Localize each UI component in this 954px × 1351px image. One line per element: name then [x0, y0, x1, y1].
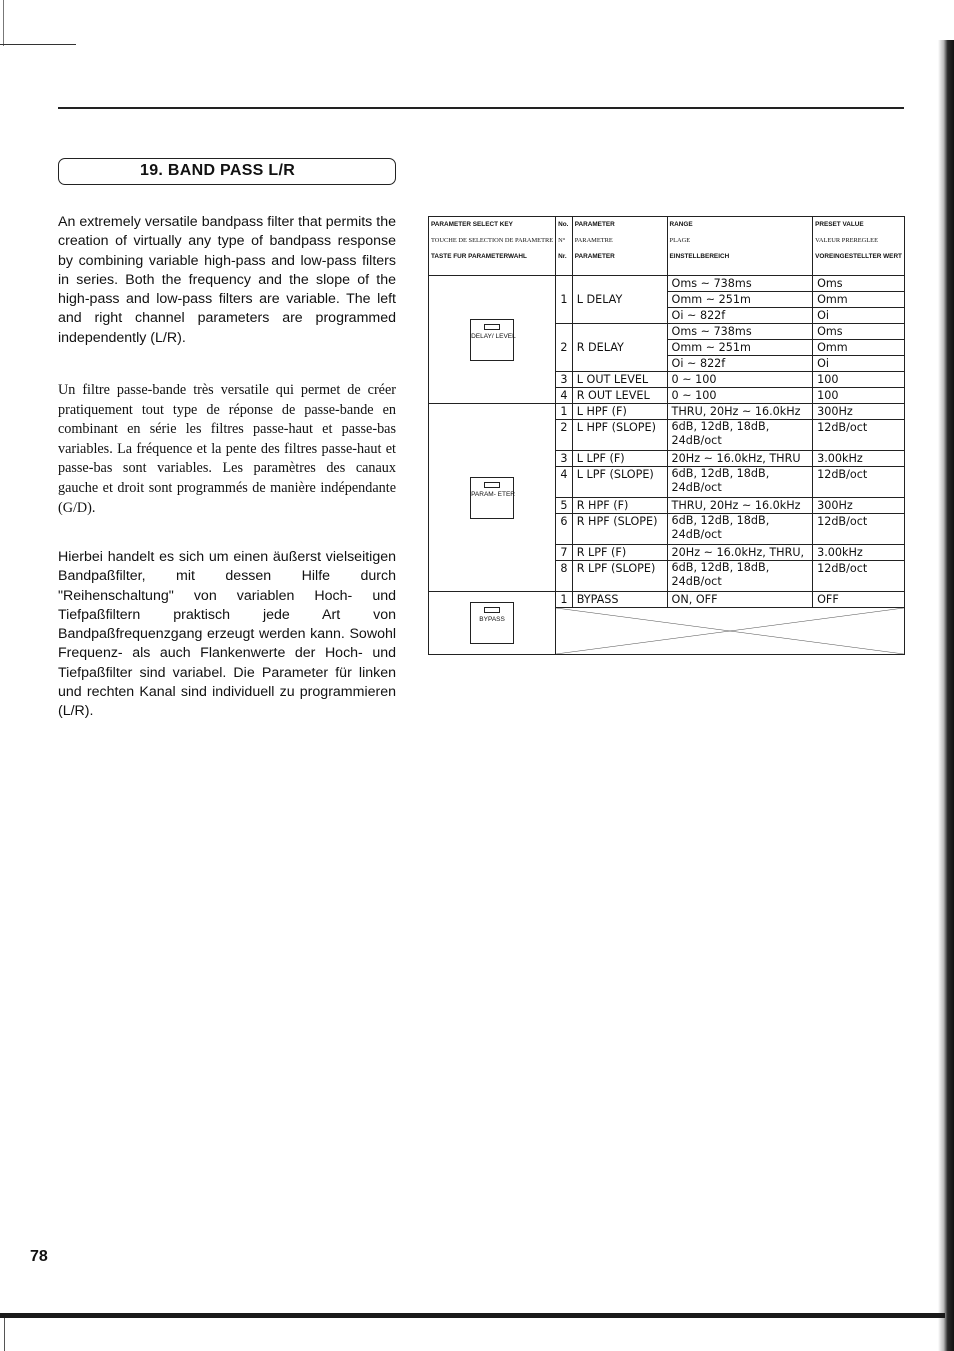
parameter-name: L HPF (F): [572, 404, 667, 420]
header-preset-de: VOREINGESTELLTER WERT: [815, 253, 902, 260]
range-value: 20Hz ~ 16.0kHz, THRU: [667, 451, 813, 467]
parameter-name: R HPF (SLOPE): [572, 514, 667, 545]
parameter-key-label: PARAM- ETER: [471, 490, 516, 498]
header-key-fr: TOUCHE DE SELECTION DE PARAMETRE: [431, 237, 554, 244]
bypass-key-label: BYPASS: [479, 616, 505, 623]
parameter-name: R DELAY: [572, 324, 667, 372]
row-number: 6: [556, 514, 573, 545]
header-preset-fr: VALEUR PREREGLEE: [815, 237, 878, 244]
header-no-de: Nr.: [558, 253, 567, 260]
row-number: 3: [556, 451, 573, 467]
row-number: 2: [556, 324, 573, 372]
range-value: 6dB, 12dB, 18dB, 24dB/oct: [667, 514, 813, 545]
corner-mark-vertical: [3, 0, 4, 46]
preset-value: 3.00kHz: [813, 545, 905, 561]
preset-value: Omm: [813, 340, 905, 356]
range-value: 0 ~ 100: [667, 372, 813, 388]
key-cell-parameter: [429, 404, 556, 592]
range-value: Oi ~ 822f: [667, 356, 813, 372]
parameter-name: L HPF (SLOPE): [572, 420, 667, 451]
header-key-en: PARAMETER SELECT KEY: [431, 221, 513, 228]
parameter-name: R OUT LEVEL: [572, 388, 667, 404]
header-preset: [813, 217, 905, 276]
row-number: 4: [556, 388, 573, 404]
key-cell-bypass: [429, 592, 556, 655]
range-value: 6dB, 12dB, 18dB, 24dB/oct: [667, 561, 813, 592]
parameter-name: L DELAY: [572, 276, 667, 324]
range-value: Omm ~ 251m: [667, 292, 813, 308]
row-number: 1: [556, 404, 573, 420]
corner-mark-horizontal: [0, 44, 76, 45]
header-range-en: RANGE: [669, 221, 693, 228]
range-value: Omm ~ 251m: [667, 340, 813, 356]
corner-mark-bottom: [4, 1318, 5, 1351]
delay-level-key-label: DELAY/ LEVEL: [471, 332, 516, 340]
parameter-table: [428, 216, 905, 655]
page-edge-shadow: [938, 40, 954, 1351]
header-parameter-fr: PARAMETRE: [574, 237, 613, 244]
parameter-name: BYPASS: [572, 592, 667, 608]
row-number: 1: [556, 276, 573, 324]
preset-value: 300Hz: [813, 404, 905, 420]
table-header-row: [429, 217, 905, 276]
parameter-name: L LPF (F): [572, 451, 667, 467]
preset-value: Oi: [813, 308, 905, 324]
header-no-en: No.: [558, 221, 569, 228]
range-value: 6dB, 12dB, 18dB, 24dB/oct: [667, 467, 813, 498]
parameter-name: R LPF (SLOPE): [572, 561, 667, 592]
footer-rule: [0, 1313, 945, 1318]
row-number: 8: [556, 561, 573, 592]
header-range-fr: PLAGE: [669, 237, 691, 244]
range-value: ON, OFF: [667, 592, 813, 608]
strike-through-lines: [556, 608, 904, 654]
table-row: [429, 276, 905, 292]
unused-cell: [556, 608, 905, 655]
header-parameter-en: PARAMETER: [574, 221, 615, 228]
preset-value: 300Hz: [813, 498, 905, 514]
header-no-fr: N°: [558, 237, 566, 244]
row-number: 7: [556, 545, 573, 561]
header-parameter-de: PARAMETER: [574, 253, 615, 260]
header-rule: [58, 107, 904, 109]
range-value: 20Hz ~ 16.0kHz, THRU,: [667, 545, 813, 561]
table-row: [429, 592, 905, 608]
parameter-key-button[interactable]: [470, 477, 514, 519]
header-preset-en: PRESET VALUE: [815, 221, 864, 228]
parameter-name: R LPF (F): [572, 545, 667, 561]
bypass-key-button[interactable]: [470, 602, 514, 644]
row-number: 1: [556, 592, 573, 608]
header-no: [556, 217, 573, 276]
row-number: 5: [556, 498, 573, 514]
preset-value: 12dB/oct: [813, 467, 905, 498]
table-row: [429, 404, 905, 420]
key-button-icon: [484, 482, 500, 488]
preset-value: 12dB/oct: [813, 420, 905, 451]
paragraph-english: An extremely versatile bandpass filter that permits the creation of virtually any type of bandpass response by combining variable high-pass and low-pass filters in series. Both the frequency and the slope of the high-pass and low-pass filters are variable. The left and right channel parameters are programmed independently (L/R).: [58, 214, 396, 346]
header-parameter: [572, 217, 667, 276]
row-number: 2: [556, 420, 573, 451]
section-title: 19. BAND PASS L/R: [140, 162, 296, 179]
preset-value: 100: [813, 388, 905, 404]
preset-value: Oi: [813, 356, 905, 372]
header-key: [429, 217, 556, 276]
parameter-name: L LPF (SLOPE): [572, 467, 667, 498]
parameter-name: R HPF (F): [572, 498, 667, 514]
header-range-de: EINSTELLBEREICH: [669, 253, 730, 260]
key-button-icon: [484, 324, 500, 330]
range-value: THRU, 20Hz ~ 16.0kHz: [667, 404, 813, 420]
preset-value: Oms: [813, 324, 905, 340]
header-range: [667, 217, 813, 276]
preset-value: 12dB/oct: [813, 514, 905, 545]
delay-level-key-button[interactable]: [470, 319, 514, 361]
range-value: 0 ~ 100: [667, 388, 813, 404]
range-value: Oms ~ 738ms: [667, 324, 813, 340]
range-value: Oms ~ 738ms: [667, 276, 813, 292]
range-value: Oi ~ 822f: [667, 308, 813, 324]
row-number: 4: [556, 467, 573, 498]
preset-value: OFF: [813, 592, 905, 608]
preset-value: 12dB/oct: [813, 561, 905, 592]
key-button-icon: [484, 607, 500, 613]
preset-value: 3.00kHz: [813, 451, 905, 467]
range-value: 6dB, 12dB, 18dB, 24dB/oct: [667, 420, 813, 451]
key-cell-delay-level: [429, 276, 556, 404]
paragraph-french: Un filtre passe-bande très versatile qui permet de créer pratiquement tout type de réponse de passe-bande en combinant en série les filtres passe-haut et passe-bas variables. La fréquence et la pente des filtres passe-haut et passe-bas sont variables. Les paramètres des canaux gauche et droit sont programmés de manière indépendante (G/D).: [58, 382, 396, 516]
parameter-name: L OUT LEVEL: [572, 372, 667, 388]
preset-value: Oms: [813, 276, 905, 292]
paragraph-german: Hierbei handelt es sich um einen äußerst vielseitigen Bandpaßfilter, mit dessen Hilfe durch "Reihenschaltung" von variablen Hoch- und Tiefpaßfiltern praktisch jede Art von Bandpaßfrequenzgang erzeugt werden kann. Sowohl Frequenz- als auch Flankenwerte der Hoch- und Tiefpaßfilter sind variabel. Die Parameter für linken und rechten Kanal sind individuell zu programmieren (L/R).: [58, 549, 396, 720]
header-key-de: TASTE FUR PARAMETERWAHL: [431, 253, 527, 260]
preset-value: Omm: [813, 292, 905, 308]
row-number: 3: [556, 372, 573, 388]
page-number: 78: [30, 1248, 48, 1265]
preset-value: 100: [813, 372, 905, 388]
range-value: THRU, 20Hz ~ 16.0kHz: [667, 498, 813, 514]
